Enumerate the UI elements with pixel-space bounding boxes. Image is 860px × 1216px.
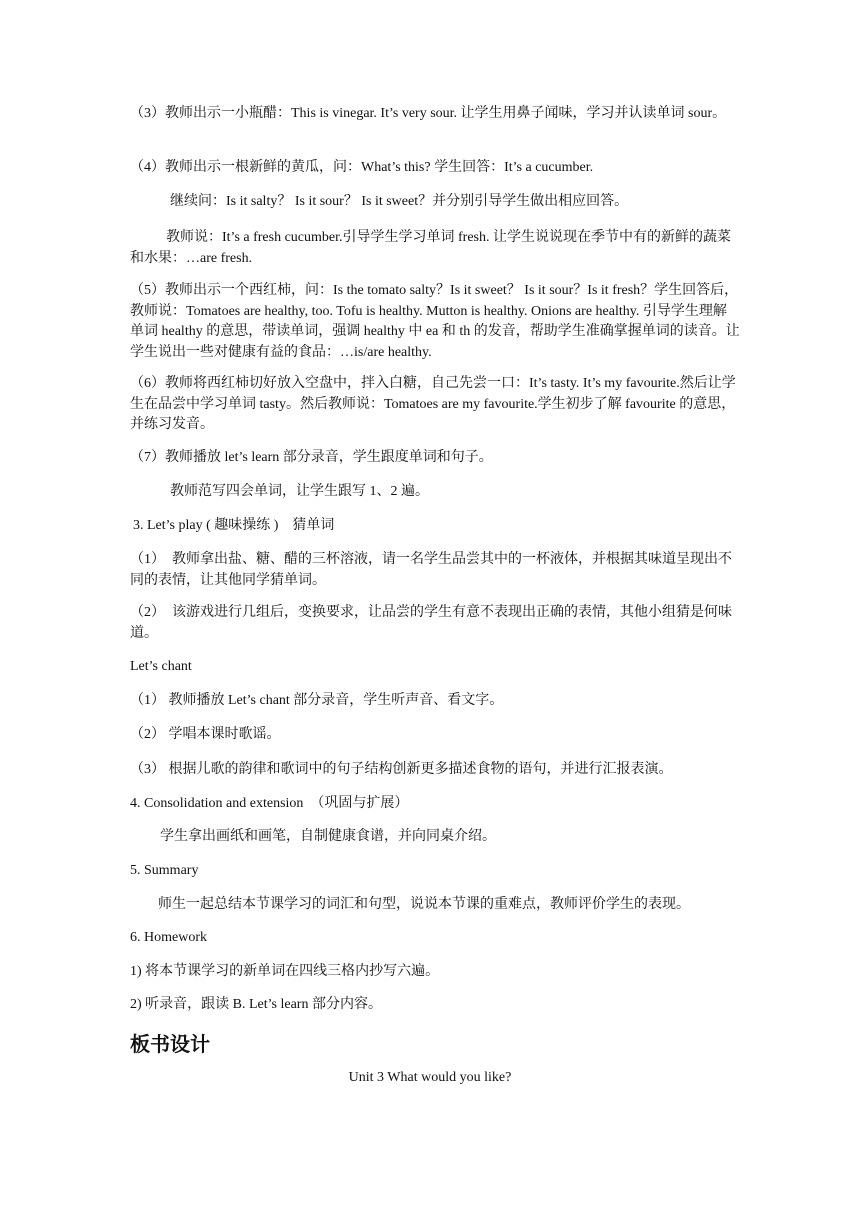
paragraph-chant-2: （2） 学唱本课时歌谣。 xyxy=(130,727,281,742)
homework-item-1: 1) 将本节课学习的新单词在四线三格内抄写六遍。 xyxy=(130,964,440,979)
paragraph-step-5-tomato: （5）教师出示一个西红柿，问：Is the tomato salty？Is it sweet？ Is it sour？Is it fresh？学生回答后，教师说：Tomatoes are healthy, too. Tofu is healthy. Mutton is healthy. Onions are healthy. 引导学生理解单词 healthy 的意思，带读单词，强调 healthy 中 ea 和 th 的发音，帮助学生准确掌握单词的读音。让学生说出一些对健康有益的食品：…is/are healthy. xyxy=(130,283,740,360)
board-design-heading: 板书设计 xyxy=(130,1032,210,1056)
paragraph-write-words: 教师范写四会单词，让学生跟写 1、2 遍。 xyxy=(170,484,429,499)
paragraph-summary: 师生一起总结本节课学习的词汇和句型，说说本节课的重难点，教师评价学生的表现。 xyxy=(158,897,690,912)
homework-item-2: 2) 听录音，跟读 B. Let’s learn 部分内容。 xyxy=(130,997,382,1012)
section-consolidation: 4. Consolidation and extension （巩固与扩展） xyxy=(130,796,409,811)
section-lets-chant: Let’s chant xyxy=(130,659,192,674)
section-homework: 6. Homework xyxy=(130,930,207,945)
paragraph-step-6-tasty: （6）教师将西红柿切好放入空盘中，拌入白糖，自己先尝一口：It’s tasty. It’s my favourite.然后让学生在品尝中学习单词 tasty。然后教师说：Tomatoes are my favourite.学生初步了解 favourite 的意思，并练习发音。 xyxy=(130,376,736,432)
paragraph-step-3-vinegar: （3）教师出示一小瓶醋：This is vinegar. It’s very sour. 让学生用鼻子闻味，学习并认读单词 sour。 xyxy=(130,106,727,121)
board-title: Unit 3 What would you like? xyxy=(348,1070,512,1085)
section-lets-play: 3. Let’s play ( 趣味操练 ) 猜单词 xyxy=(133,518,335,533)
paragraph-chant-3: （3） 根据儿歌的韵律和歌词中的句子结构创新更多描述食物的语句，并进行汇报表演。 xyxy=(130,762,673,777)
section-summary: 5. Summary xyxy=(130,863,199,878)
paragraph-consolidation: 学生拿出画纸和画笔，自制健康食谱，并向同桌介绍。 xyxy=(160,829,496,844)
paragraph-step-4-cucumber: （4）教师出示一根新鲜的黄瓜，问：What’s this? 学生回答：It’s a cucumber. xyxy=(130,160,594,175)
paragraph-play-1: （1） 教师拿出盐、糖、醋的三杯溶液，请一名学生品尝其中的一杯液体，并根据其味道呈现出不同的表情，让其他同学猜单词。 xyxy=(130,552,732,588)
paragraph-chant-1: （1） 教师播放 Let’s chant 部分录音，学生听声音、看文字。 xyxy=(130,693,504,708)
paragraph-play-2: （2） 该游戏进行几组后，变换要求，让品尝的学生有意不表现出正确的表情，其他小组猜是何味道。 xyxy=(130,605,732,641)
paragraph-continue-asking: 继续问：Is it salty？ Is it sour？ Is it sweet？并分别引导学生做出相应回答。 xyxy=(170,194,629,209)
paragraph-fresh-cucumber: 教师说：It’s a fresh cucumber.引导学生学习单词 fresh. 让学生说说现在季节中有的新鲜的蔬菜和水果：…are fresh. xyxy=(130,230,731,266)
paragraph-step-7-lets-learn: （7）教师播放 let’s learn 部分录音，学生跟度单词和句子。 xyxy=(130,450,493,465)
